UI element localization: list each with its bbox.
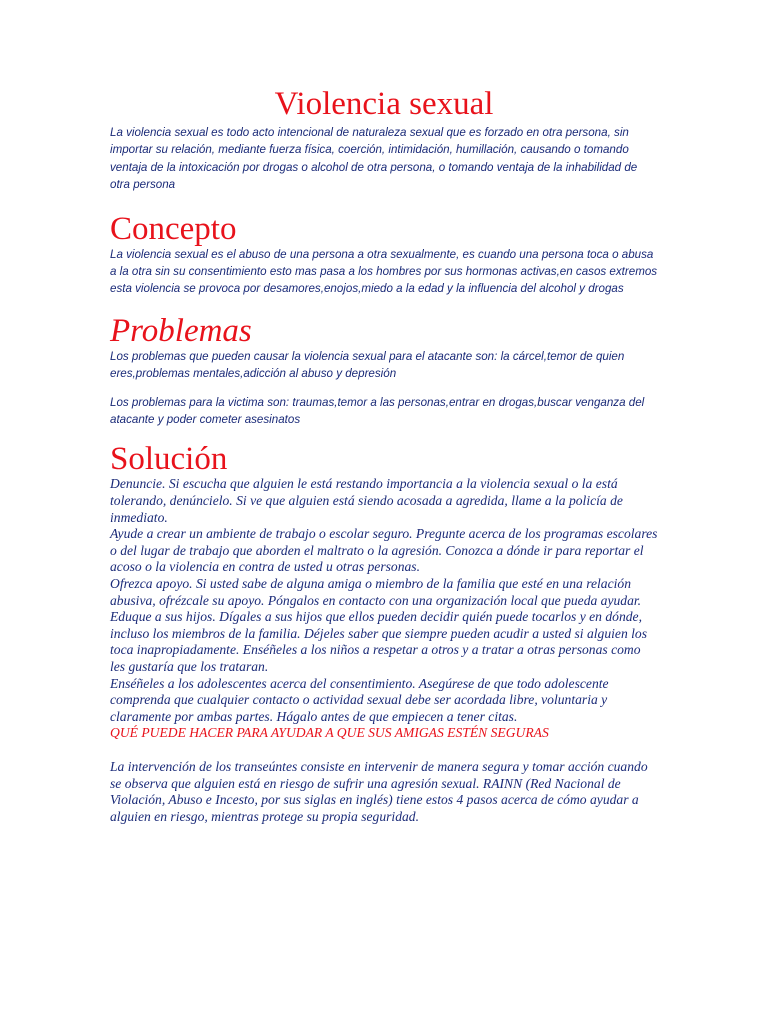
document-page [110,86,658,825]
solucion-intervencion-paragraph: La intervención de los transeúntes consiste en intervenir de manera segura y tomar acción cuando se observa que alguien está en riesgo de sufrir una agresión sexual. RAINN (Red Nacional de Violación, Abuso e Incesto, por sus siglas en inglés) tiene estos 4 pasos acerca de cómo ayudar a alguien en riesgo, mientras protege su propia seguridad. [110,758,648,824]
concepto-section [110,212,658,298]
solucion-subheading: QUÉ PUEDE HACER PARA AYUDAR A QUE SUS AMIGAS ESTÉN SEGURAS [110,725,549,741]
problemas-section [110,314,658,429]
solucion-apoyo-paragraph: Ofrezca apoyo. Si usted sabe de alguna amiga o miembro de la familia que esté en una relación abusiva, ofrézcale su apoyo. Póngalos en contacto con una organización local que pueda ayudar. [110,576,642,608]
document-title: Violencia sexual [274,86,494,122]
solucion-adolescentes-paragraph: Enséñeles a los adolescentes acerca del consentimiento. Asegúrese de que todo adolescente comprenda que cualquier contacto o actividad sexual debe ser acordada libre, voluntaria y claramente por ambas partes. Hágalo antes de que empiecen a tener citas. [110,675,609,724]
concepto-heading: Concepto [110,210,237,247]
solucion-denuncie-paragraph: Denuncie. Si escucha que alguien le está restando importancia a la violencia sexual o la está tolerando, denúncielo. Si ve que alguien está siendo acosada a agredida, llame a la policía de inmediato. [110,476,623,525]
solucion-ambiente-paragraph: Ayude a crear un ambiente de trabajo o escolar seguro. Pregunte acerca de los programas escolares o del lugar de trabajo que aborden el maltrato o la agresión. Conozca a dónde ir para reportar el acoso o la violencia en contra de usted u otras personas. [110,526,658,575]
solucion-section [110,442,658,825]
concepto-paragraph: La violencia sexual es el abuso de una persona a otra sexualmente, es cuando una persona toca o abusa a la otra sin su consentimiento esto mas pasa a los hombres por sus hormonas activas,en casos extremos esta violencia se provoca por desamores,enojos,miedo a la edad y la influencia del alcohol y drogas [110,247,658,296]
problemas-atacante-paragraph: Los problemas que pueden causar la violencia sexual para el atacante son: la cárcel,temor de quien eres,problemas mentales,adicción al abuso y depresión [110,349,625,381]
problemas-heading: Problemas [110,312,252,349]
problemas-victima-paragraph: Los problemas para la victima son: traumas,temor a las personas,entrar en drogas,buscar venganza del atacante y poder cometer asesinatos [110,395,645,427]
solucion-heading: Solución [110,441,228,478]
solucion-hijos-paragraph: Eduque a sus hijos. Dígales a sus hijos que ellos pueden decidir quién puede tocarlos y en dónde, incluso los miembros de la familia. Déjeles saber que siempre pueden acudir a usted si alguien los toca inapropiadamente. Enséñeles a los niños a respetar a otros y a tratar a otras personas como les gustaría que los trataran. [110,609,648,674]
intro-paragraph: La violencia sexual es todo acto intencional de naturaleza sexual que es forzado en otra persona, sin importar su relación, mediante fuerza física, coerción, intimidación, humillación, causando o tomando ventaja de la intoxicación por drogas o alcohol de otra persona, o tomando ventaja de la inhabilidad de otra persona [110,126,638,192]
